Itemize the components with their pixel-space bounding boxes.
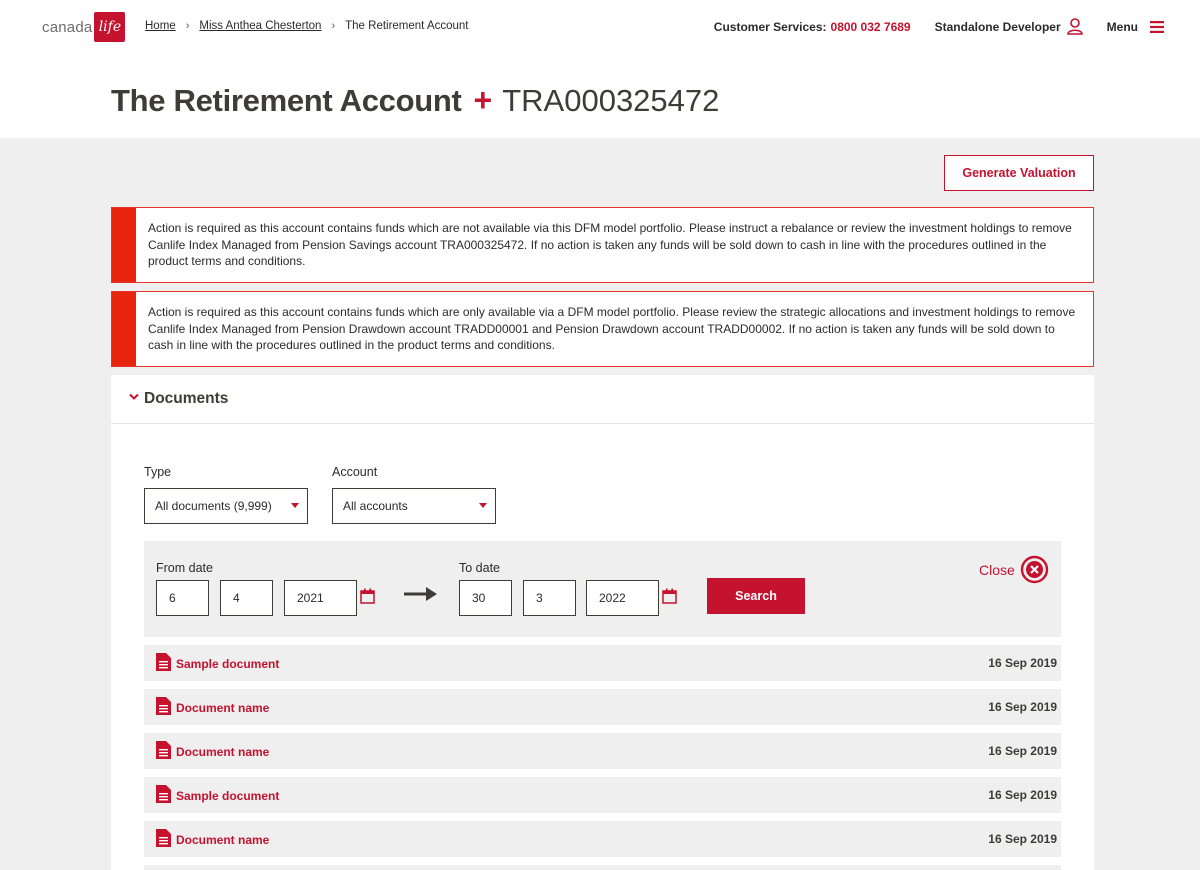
file-icon xyxy=(156,653,171,671)
search-button[interactable]: Search xyxy=(707,578,805,614)
document-name[interactable]: Document name xyxy=(176,745,270,759)
arrow-right-icon xyxy=(404,587,437,601)
customer-services-phone[interactable]: 0800 032 7689 xyxy=(830,19,911,34)
document-name[interactable]: Document name xyxy=(176,833,270,847)
document-row[interactable] xyxy=(144,689,1061,725)
title-area xyxy=(0,56,1200,138)
document-row[interactable] xyxy=(144,777,1061,813)
menu-label: Menu xyxy=(1106,19,1138,34)
document-row[interactable] xyxy=(144,645,1061,681)
alert-bar xyxy=(112,208,136,282)
type-select-value: All documents (9,999) xyxy=(155,499,272,513)
logo-wordmark: canada xyxy=(42,18,93,36)
close-icon[interactable] xyxy=(1020,555,1049,584)
chevron-down-icon xyxy=(129,393,139,401)
documents-toggle[interactable] xyxy=(111,375,1094,424)
to-year-input[interactable]: 2022 xyxy=(586,580,659,616)
to-date-label: To date xyxy=(459,561,501,575)
account-select-value: All accounts xyxy=(343,499,408,513)
document-date: 16 Sep 2019 xyxy=(988,700,1057,714)
date-filter-panel xyxy=(144,541,1061,637)
top-header xyxy=(0,0,1200,56)
logo-mark: life xyxy=(94,12,125,42)
header-actions xyxy=(714,18,1164,35)
account-label: Account xyxy=(332,465,378,479)
from-year-input[interactable]: 2021 xyxy=(284,580,357,616)
page-title xyxy=(111,82,719,119)
chevron-right-icon: › xyxy=(331,20,336,32)
alert-text: Action is required as this account contains funds which are not available via this DFM model portfolio. Please instruct a rebalance or review the investment holdings to remove Canlife Index Managed from Pension Savings account TRA000325472. If no action is taken any funds will be sold down to cash in line with the procedures outlined in the product terms and conditions. xyxy=(148,221,1072,268)
from-date-label: From date xyxy=(156,561,213,575)
calendar-icon[interactable] xyxy=(360,588,375,604)
type-label: Type xyxy=(144,465,172,479)
to-day-input[interactable]: 30 xyxy=(459,580,512,616)
document-date: 16 Sep 2019 xyxy=(988,788,1057,802)
account-number: TRA000325472 xyxy=(502,82,720,118)
user-icon xyxy=(1067,18,1083,35)
plus-separator: + xyxy=(473,82,493,118)
type-select[interactable] xyxy=(144,488,308,524)
alert-bar xyxy=(112,292,136,366)
account-select[interactable] xyxy=(332,488,496,524)
account-name: The Retirement Account xyxy=(111,82,462,118)
close-label[interactable]: Close xyxy=(979,562,1015,578)
document-date: 16 Sep 2019 xyxy=(988,744,1057,758)
document-date: 16 Sep 2019 xyxy=(988,656,1057,670)
generate-valuation-button[interactable]: Generate Valuation xyxy=(944,155,1094,191)
customer-services-label: Customer Services: xyxy=(713,19,827,34)
alert-message xyxy=(111,207,1094,283)
chevron-right-icon: › xyxy=(185,20,190,32)
alert-text: Action is required as this account contains funds which are only available via a DFM model portfolio. Please review the strategic allocations and investment holdings to remove Canlife Index Managed from Pension Drawdown account TRADD00001 and Pension Drawdown account TRADD00002. If no action is taken any funds will be sold down to cash in line with the procedures outlined in the product terms and conditions. xyxy=(148,305,1076,352)
document-row[interactable] xyxy=(144,821,1061,857)
to-month-input[interactable]: 3 xyxy=(523,580,576,616)
documents-panel xyxy=(111,375,1094,870)
file-icon xyxy=(156,785,171,803)
breadcrumb-current: The Retirement Account xyxy=(345,20,469,32)
caret-down-icon xyxy=(479,503,487,508)
file-icon xyxy=(156,697,171,715)
documents-heading: Documents xyxy=(144,390,229,407)
document-name[interactable]: Sample document xyxy=(176,657,280,671)
alert-message xyxy=(111,291,1094,367)
document-row[interactable] xyxy=(144,733,1061,769)
breadcrumb-home[interactable]: Home xyxy=(145,20,176,32)
user-account-link[interactable] xyxy=(935,18,1083,35)
document-name[interactable]: Document name xyxy=(176,701,270,715)
file-icon xyxy=(156,829,171,847)
calendar-icon[interactable] xyxy=(662,588,677,604)
breadcrumb xyxy=(145,20,469,32)
menu-button[interactable] xyxy=(1107,20,1164,34)
document-date: 16 Sep 2019 xyxy=(988,832,1057,846)
canada-life-logo[interactable] xyxy=(42,12,125,42)
from-month-input[interactable]: 4 xyxy=(220,580,273,616)
hamburger-icon xyxy=(1150,21,1164,33)
breadcrumb-client[interactable]: Miss Anthea Chesterton xyxy=(199,20,322,32)
user-name: Standalone Developer xyxy=(934,19,1061,34)
from-day-input[interactable]: 6 xyxy=(156,580,209,616)
document-row-partial xyxy=(144,865,1061,870)
file-icon xyxy=(156,741,171,759)
document-name[interactable]: Sample document xyxy=(176,789,280,803)
caret-down-icon xyxy=(291,503,299,508)
